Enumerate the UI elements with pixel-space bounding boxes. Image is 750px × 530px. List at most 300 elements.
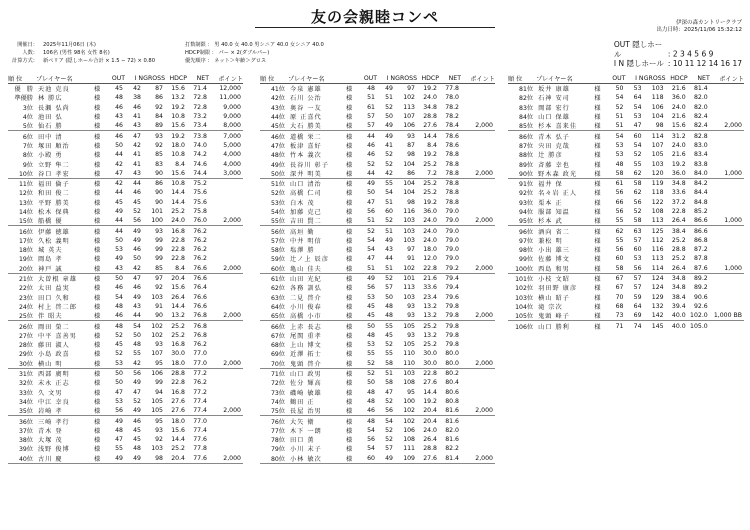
net: 71.4 — [193, 85, 207, 93]
gross: 87 — [407, 141, 415, 149]
column-header: HDCP — [417, 73, 439, 84]
out-score: 55 — [367, 350, 375, 358]
rank: 37位 — [18, 427, 33, 435]
points — [710, 150, 744, 159]
player-name: 小出 雄三 — [538, 247, 570, 255]
gross: 105 — [403, 322, 415, 330]
in-score: 57 — [633, 236, 642, 244]
table-row — [8, 340, 243, 349]
player-name: 小殿 勇 — [38, 152, 63, 160]
net: 87.8 — [693, 255, 708, 263]
in-score: 56 — [125, 216, 143, 226]
honorific: 様 — [346, 303, 353, 311]
table-row — [508, 226, 744, 236]
out-score: 53 — [115, 246, 123, 254]
points — [461, 302, 495, 311]
gross: 97 — [155, 275, 163, 283]
player-name: 平野 勝美 — [38, 199, 70, 207]
rank: 40位 — [8, 454, 36, 464]
hdcp: 15.6 — [165, 169, 187, 179]
hdcp: 24.0 — [423, 236, 437, 244]
column-header: NET — [187, 73, 209, 84]
out-score: 50 — [115, 275, 123, 283]
net: 76.2 — [193, 227, 207, 235]
honorific: 様 — [94, 161, 101, 169]
net: 79.6 — [445, 293, 459, 301]
in-score: 46 — [133, 103, 141, 111]
gross: 103 — [395, 216, 417, 226]
gross: 97 — [407, 85, 415, 93]
rank: 9位 — [22, 161, 33, 169]
out-score: 50 — [367, 189, 375, 197]
gross: 93 — [155, 132, 163, 140]
gross: 95 — [143, 359, 165, 369]
in-score: 64 — [633, 302, 642, 310]
points: 2,000 — [461, 406, 495, 416]
rank: 18位 — [18, 247, 33, 255]
rank: 100位 — [508, 264, 536, 274]
gross: 98 — [407, 198, 415, 206]
points — [710, 84, 744, 94]
out-score: 48 — [367, 397, 375, 405]
gross: 102 — [395, 406, 417, 416]
rank: 優 勝 — [14, 86, 33, 94]
honorific: 様 — [594, 104, 601, 112]
honorific: 様 — [94, 380, 101, 388]
column-header: GROSS — [143, 74, 165, 82]
net: 77.2 — [193, 388, 207, 396]
hdcp: 19.2 — [423, 397, 437, 405]
table-row — [508, 207, 744, 216]
rank: 74位 — [270, 398, 285, 406]
net: 76.2 — [193, 379, 207, 387]
in-score: 54 — [385, 417, 393, 425]
output-time: 2025/11/06 15:32:12 — [683, 27, 742, 33]
hdcp: 21.6 — [671, 151, 686, 159]
table-row — [8, 331, 243, 340]
net: 90.6 — [693, 293, 708, 301]
honorific: 様 — [346, 256, 353, 264]
net: 78.4 — [439, 121, 461, 131]
honorific: 様 — [94, 285, 101, 293]
points: 9,000 — [223, 103, 241, 111]
rank: 36位 — [18, 418, 33, 426]
out-score: 52 — [115, 331, 123, 339]
rank: 72位 — [270, 380, 285, 388]
player-name: 仙石 勝 — [36, 121, 94, 131]
rank: 35位 — [8, 406, 36, 416]
net: 79.0 — [445, 246, 459, 254]
table-row — [8, 198, 243, 207]
hdcp: 13.2 — [417, 311, 439, 321]
column-header: ポイント — [461, 73, 495, 84]
gross: 99 — [155, 379, 163, 387]
table-row — [8, 178, 243, 188]
gross: 118 — [651, 189, 664, 197]
net: 85.2 — [693, 208, 708, 215]
rank: 104位 — [515, 303, 534, 311]
honorific: 様 — [346, 114, 353, 122]
column-header: OUT — [607, 73, 625, 84]
net: 86.6 — [693, 227, 708, 235]
player-name: 鬼頭 峰子 — [536, 311, 594, 321]
event-info — [10, 41, 155, 66]
gross: 105 — [651, 151, 664, 159]
out-score: 48 — [115, 426, 123, 434]
gross: 98 — [407, 151, 415, 159]
column-header: GROSS — [643, 74, 666, 82]
points — [461, 236, 495, 245]
hdcp: 34.8 — [671, 275, 686, 283]
player-name: 大石 勝美 — [288, 121, 346, 131]
rank: 88位 — [519, 152, 534, 160]
rank: 21位 — [18, 276, 33, 284]
in-score: 63 — [633, 227, 642, 235]
net: 81.6 — [445, 417, 459, 425]
points: 1,000 — [710, 216, 744, 226]
rank: 32位 — [18, 380, 33, 388]
points — [710, 112, 744, 121]
rank: 29位 — [18, 351, 33, 359]
hdcp: 37.2 — [671, 198, 686, 206]
out-score: 58 — [607, 264, 625, 274]
out-score: 53 — [367, 293, 375, 301]
table-row — [260, 302, 495, 311]
out-score: 48 — [115, 322, 123, 330]
in-score: 58 — [385, 379, 393, 387]
column-header: HDCP — [165, 73, 187, 84]
hdcp: 34.8 — [423, 103, 437, 111]
in-score: 52 — [385, 397, 393, 405]
honorific: 様 — [346, 446, 353, 454]
points — [710, 198, 744, 207]
rank: 63位 — [270, 294, 285, 302]
honorific: 様 — [94, 371, 101, 379]
gross: 106 — [651, 103, 664, 111]
player-name: 辻ノ上 辰彦 — [290, 256, 329, 264]
net: 72.8 — [193, 94, 207, 102]
net: 82.0 — [445, 426, 459, 434]
in-score: 49 — [125, 454, 143, 464]
table-row — [8, 426, 243, 435]
table-row — [260, 216, 495, 226]
column-header: プレイヤー名 — [288, 73, 346, 84]
out-score: 57 — [367, 113, 375, 121]
points: 4,000 — [223, 151, 241, 159]
out-score: 51 — [607, 121, 625, 131]
rank: 85位 — [508, 121, 536, 131]
hdcp: 10.8 — [171, 180, 185, 188]
table-row — [508, 236, 744, 245]
out-score: 52 — [115, 350, 123, 358]
in-score: 60 — [633, 132, 642, 140]
gross: 98 — [644, 121, 666, 131]
hdcp: 15.6 — [171, 284, 185, 292]
hdcp: 19.2 — [423, 85, 437, 93]
out-hidden-holes: OUT 隠しホール : 2 3 4 5 6 9 — [613, 40, 714, 59]
column-header: 順 位 — [508, 73, 536, 84]
hdcp: 36.0 — [666, 169, 688, 179]
points — [710, 141, 744, 150]
in-score: 42 — [377, 169, 395, 179]
gross: 113 — [651, 255, 664, 263]
rank: 102位 — [515, 285, 534, 293]
in-score: 52 — [133, 397, 141, 405]
out-score: 53 — [615, 151, 624, 159]
net: 76.6 — [193, 302, 207, 310]
rank: 78位 — [270, 437, 285, 445]
rank: 94位 — [519, 209, 534, 216]
honorific: 様 — [594, 169, 607, 179]
stroke-limit: 打数制限 ： 男 40.0 女 40.0 男シニア 40.0 女シニア 40.0 — [185, 42, 324, 48]
hdcp: 39.4 — [671, 302, 686, 310]
gross: 122 — [651, 198, 664, 206]
in-score: 48 — [133, 445, 141, 453]
player-name: 二見 啓介 — [290, 294, 322, 302]
out-score: 46 — [107, 311, 125, 321]
rank: 28位 — [18, 342, 33, 350]
table-row — [508, 121, 744, 131]
player-name: 栗本 正 — [538, 199, 563, 207]
honorific: 様 — [346, 199, 353, 207]
player-name: 山口 清治 — [290, 181, 322, 189]
gross: 93 — [407, 331, 415, 339]
out-score: 48 — [615, 160, 624, 168]
points — [209, 302, 243, 311]
net: 77.6 — [193, 436, 207, 444]
player-name: 岡田 榮二 — [38, 323, 70, 331]
net: 76.8 — [187, 311, 209, 321]
net: 75.2 — [193, 180, 207, 188]
out-score: 47 — [115, 436, 123, 444]
honorific: 様 — [346, 389, 353, 397]
output-label: 出力日時： — [656, 27, 684, 33]
points: 1,000 — [710, 169, 744, 179]
honorific: 様 — [594, 142, 601, 150]
player-name: 木下 一朗 — [290, 427, 322, 435]
net: 77.6 — [187, 454, 209, 464]
rank: 56位 — [270, 228, 285, 236]
out-score: 48 — [367, 388, 375, 396]
player-name: 和田 俊二 — [38, 190, 70, 198]
in-score: 51 — [385, 227, 393, 235]
points — [461, 131, 495, 141]
gross: 85 — [143, 264, 165, 274]
hdcp: 33.6 — [423, 284, 437, 292]
gross: 107 — [651, 141, 664, 149]
in-score: 50 — [385, 293, 393, 301]
column-header-spacer — [594, 73, 607, 84]
hdcp: 20.4 — [165, 454, 187, 464]
table-row — [508, 283, 744, 292]
honorific: 様 — [94, 199, 101, 207]
net: 76.0 — [187, 216, 209, 226]
out-score: 56 — [107, 406, 125, 416]
in-score: 45 — [133, 436, 141, 444]
column-header: OUT — [107, 73, 125, 84]
points — [710, 254, 744, 263]
table-header-row — [8, 73, 243, 84]
rank: 8位 — [22, 152, 33, 160]
honorific: 様 — [594, 199, 601, 207]
gross: 142 — [644, 311, 666, 321]
player-name: 浅野 俊博 — [38, 446, 70, 454]
honorific: 様 — [346, 323, 353, 331]
in-score: 60 — [633, 246, 642, 254]
player-name: 塚田 順治 — [38, 142, 70, 150]
gross: 118 — [651, 94, 664, 102]
out-score: 56 — [615, 208, 624, 215]
net: 77.0 — [193, 417, 207, 425]
hdcp: 15.6 — [666, 121, 688, 131]
points: 2,000 — [710, 121, 744, 131]
in-score: 51 — [377, 264, 395, 274]
points: 5,000 — [223, 141, 241, 149]
player-name: 高橋 仁司 — [290, 190, 322, 198]
in-score: 49 — [385, 132, 393, 140]
net: 81.6 — [439, 406, 461, 416]
table-row — [508, 131, 744, 141]
table-row — [8, 159, 243, 168]
in-score: 52 — [385, 426, 393, 434]
out-score: 50 — [115, 370, 123, 378]
points — [461, 93, 495, 102]
rank: 22位 — [18, 285, 33, 293]
honorific: 様 — [346, 398, 353, 406]
player-name: 磯崎 敏雄 — [290, 389, 322, 397]
gross: 132 — [651, 302, 664, 310]
points — [710, 245, 744, 254]
out-score: 61 — [615, 180, 624, 188]
points — [209, 444, 243, 453]
gross: 90 — [155, 198, 163, 206]
table-row — [508, 311, 744, 321]
honorific: 様 — [94, 228, 101, 236]
rank: 46位 — [270, 133, 285, 141]
gross: 129 — [651, 293, 664, 301]
in-score: 43 — [385, 246, 393, 254]
hdcp-limit: HDCP制限 ： パー × 2(ダブルパー) — [185, 50, 270, 57]
gross: 99 — [155, 236, 163, 244]
hdcp: 40.0 — [666, 311, 688, 321]
player-name: 杉本 喜来佳 — [536, 121, 594, 131]
player-name: 鬼頭 啓介 — [288, 359, 346, 369]
table-row — [8, 435, 243, 444]
out-score: 55 — [607, 216, 625, 226]
honorific: 様 — [594, 311, 607, 321]
player-name: 羽田野 康彦 — [538, 285, 578, 293]
out-score: 54 — [615, 132, 624, 140]
player-name: 山口 勝利 — [538, 323, 570, 331]
in-score: 57 — [385, 445, 393, 453]
rank: 52位 — [270, 190, 285, 198]
hdcp: 13.2 — [423, 331, 437, 339]
gross: 116 — [651, 246, 664, 254]
net: 73.2 — [193, 113, 207, 121]
net: 89.2 — [693, 284, 708, 292]
net: 77.4 — [193, 397, 207, 405]
net: 82.0 — [693, 103, 708, 111]
hdcp: 30.0 — [417, 359, 439, 369]
gross: 93 — [395, 311, 417, 321]
column-header-spacer — [346, 73, 359, 84]
honorific: 様 — [94, 418, 101, 426]
player-name: 尾関 重孝 — [290, 332, 322, 340]
gross: 104 — [403, 160, 415, 168]
points — [461, 293, 495, 302]
table-row — [260, 141, 495, 150]
table-row — [508, 112, 744, 121]
hdcp: 30.0 — [423, 350, 437, 358]
priority-order: 優先順序 ： ネット＞年齢＞グロス — [185, 58, 267, 65]
honorific: 様 — [346, 332, 353, 340]
net: 78.2 — [445, 113, 459, 121]
hdcp: 25.2 — [671, 255, 686, 263]
player-name: 塩澤 勝 — [290, 247, 315, 255]
table-row — [8, 93, 243, 102]
hdcp: 19.2 — [671, 160, 686, 168]
points — [461, 444, 495, 453]
out-score: 49 — [115, 208, 123, 215]
honorific: 様 — [94, 437, 101, 445]
page-title: 友の会親睦コンペ — [310, 8, 439, 26]
in-score: 52 — [385, 436, 393, 444]
hdcp: 14.4 — [171, 189, 185, 197]
column-header: GROSS — [395, 74, 417, 82]
hdcp: 25.2 — [423, 341, 437, 349]
gross: 93 — [155, 227, 163, 235]
in-score: 47 — [133, 388, 141, 396]
rank: 38位 — [18, 437, 33, 445]
hdcp: 15.6 — [165, 121, 187, 131]
points: 12,000 — [219, 85, 241, 93]
player-name: 船橋 優 — [36, 216, 94, 226]
rank: 49位 — [270, 161, 285, 169]
rank: 準優勝 — [14, 95, 33, 103]
net: 102.0 — [688, 311, 710, 321]
net: 81.6 — [445, 436, 459, 444]
table-row — [260, 273, 495, 283]
net: 79.0 — [445, 208, 459, 215]
net: 79.0 — [445, 227, 459, 235]
honorific: 様 — [94, 95, 101, 103]
in-score: 52 — [133, 208, 141, 215]
gross: 102 — [151, 331, 163, 339]
honorific: 様 — [346, 359, 359, 369]
hdcp: 25.2 — [171, 331, 185, 339]
points: 4,000 — [223, 160, 241, 168]
table-row — [8, 150, 243, 159]
player-name: 池田 弘 — [38, 114, 63, 122]
rank: 67位 — [270, 332, 285, 340]
points: 2,000 — [461, 454, 495, 464]
table-row — [8, 245, 243, 254]
honorific: 様 — [594, 190, 601, 198]
gross: 113 — [403, 103, 415, 111]
net: 80.0 — [445, 350, 459, 358]
gross: 105 — [403, 341, 415, 349]
net: 78.8 — [445, 160, 459, 168]
player-name: 田口 久和 — [38, 294, 70, 302]
in-score: 42 — [125, 359, 143, 369]
gross: 125 — [651, 227, 664, 235]
player-name: 佐分 輝高 — [290, 380, 322, 388]
rank: 86位 — [519, 133, 534, 141]
gross: 92 — [155, 103, 163, 111]
table-row — [260, 331, 495, 340]
hdcp: 34.8 — [671, 180, 686, 188]
in-score: 49 — [385, 236, 393, 244]
